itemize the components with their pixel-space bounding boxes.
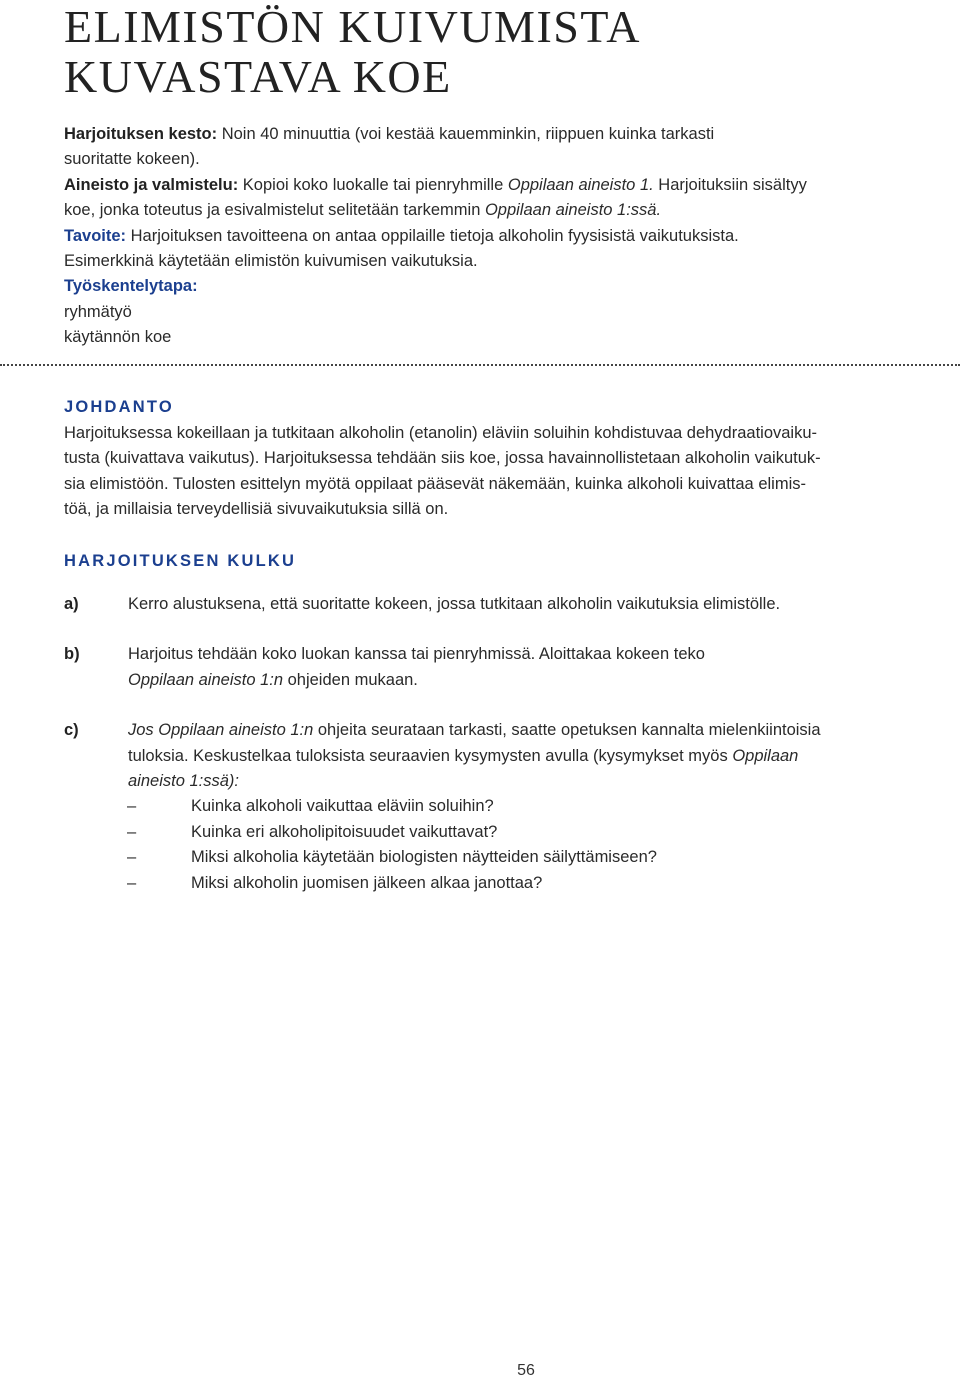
intro-paragraph	[64, 421, 944, 523]
duration-line-1: Noin 40 minuuttia (voi kestää kauemminkin, riippuen kuinka tarkasti	[217, 125, 715, 143]
dash: –	[127, 873, 137, 892]
step-b-line-2: ohjeiden mukaan.	[283, 670, 418, 689]
meta-method	[64, 274, 944, 350]
step-b-letter: b)	[64, 645, 80, 664]
meta-material	[64, 173, 944, 224]
step-a	[64, 592, 944, 617]
material-em-2: Oppilaan aineisto 1:ssä.	[484, 201, 662, 220]
step-c-text	[128, 718, 944, 794]
step-b	[64, 642, 944, 693]
title-line-2: KUVASTAVA KOE	[64, 51, 452, 102]
step-c-em-3: aineisto 1:ssä):	[128, 772, 239, 791]
intro-line-4: töä, ja millaisia terveydellisiä sivuvaikutuksia sillä on.	[64, 500, 449, 519]
list-item	[128, 871, 944, 896]
question-text: Kuinka eri alkoholipitoisuudet vaikuttavat?	[191, 822, 498, 841]
step-c-em-2: Oppilaan	[732, 746, 799, 765]
page-number: 56	[517, 1362, 535, 1379]
step-b-text	[128, 642, 944, 693]
intro-line-3: sia elimistöön. Tulosten esittelyn myötä oppilaat pääsevät näkemään, kuinka alkoholi kuivattaa elimis-	[64, 474, 806, 493]
step-a-letter: a)	[64, 595, 79, 613]
duration-line-2: suoritatte kokeen).	[64, 150, 200, 169]
material-em-1: Oppilaan aineisto 1.	[507, 175, 654, 194]
step-c-em-1: Jos Oppilaan aineisto 1:n	[128, 721, 314, 740]
method-item-2: käytännön koe	[64, 328, 172, 347]
material-label: Aineisto ja valmistelu:	[64, 175, 239, 194]
material-text-1: Kopioi koko luokalle tai pienryhmille	[238, 175, 508, 194]
dash: –	[127, 848, 137, 867]
list-item	[128, 845, 944, 870]
step-b-line-1: Harjoitus tehdään koko luokan kanssa tai pienryhmissä. Aloittakaa kokeen teko	[128, 645, 705, 664]
step-c-line-2: tuloksia. Keskustelkaa tuloksista seuraavien kysymysten avulla (kysymykset myös	[128, 746, 733, 765]
material-text-2: Harjoituksiin sisältyy	[653, 175, 807, 194]
question-text: Miksi alkoholia käytetään biologisten näytteiden säilyttämiseen?	[191, 848, 657, 867]
title-line-1: ELIMISTÖN KUIVUMISTA	[64, 1, 641, 52]
question-list	[128, 794, 944, 896]
duration-label: Harjoituksen kesto:	[64, 125, 218, 143]
method-label: Työskentelytapa:	[64, 277, 198, 296]
dotted-divider	[0, 364, 960, 366]
exercise-meta	[64, 122, 944, 351]
intro-line-2: tusta (kuivattava vaikutus). Harjoituksessa tehdään siis koe, jossa havainnollistetaan alkoholin vaikutuk-	[64, 449, 821, 468]
list-item	[128, 794, 944, 819]
dash: –	[127, 822, 137, 841]
procedure-heading: HARJOITUKSEN KULKU	[64, 552, 297, 570]
meta-duration	[64, 122, 944, 173]
page-title	[64, 2, 641, 102]
step-c-letter: c)	[64, 721, 79, 740]
procedure-steps	[64, 592, 944, 896]
question-text: Kuinka alkoholi vaikuttaa eläviin soluihin?	[191, 797, 494, 816]
goal-line-1: Harjoituksen tavoitteena on antaa oppilaille tietoja alkoholin fyysisistä vaikutuksista.	[126, 226, 739, 245]
step-c-line-1: ohjeita seurataan tarkasti, saatte opetuksen kannalta mielenkiintoisia	[313, 721, 821, 740]
goal-label: Tavoite:	[64, 226, 127, 245]
step-a-text: Kerro alustuksena, että suoritatte kokeen, jossa tutkitaan alkoholin vaikutuksia elimistölle.	[128, 595, 781, 613]
intro-line-1: Harjoituksessa kokeillaan ja tutkitaan alkoholin (etanolin) eläviin soluihin kohdistuvaa dehydraatiovaiku-	[64, 424, 818, 442]
list-item	[128, 820, 944, 845]
material-line-2: koe, jonka toteutus ja esivalmistelut selitetään tarkemmin	[64, 201, 485, 220]
step-b-em: Oppilaan aineisto 1:n	[128, 670, 284, 689]
dash: –	[127, 797, 137, 816]
meta-goal	[64, 224, 944, 275]
goal-line-2: Esimerkkinä käytetään elimistön kuivumisen vaikutuksia.	[64, 252, 478, 271]
method-item-1: ryhmätyö	[64, 302, 132, 321]
question-text: Miksi alkoholin juomisen jälkeen alkaa janottaa?	[191, 873, 543, 892]
intro-heading: JOHDANTO	[64, 398, 174, 416]
step-c	[64, 718, 944, 896]
